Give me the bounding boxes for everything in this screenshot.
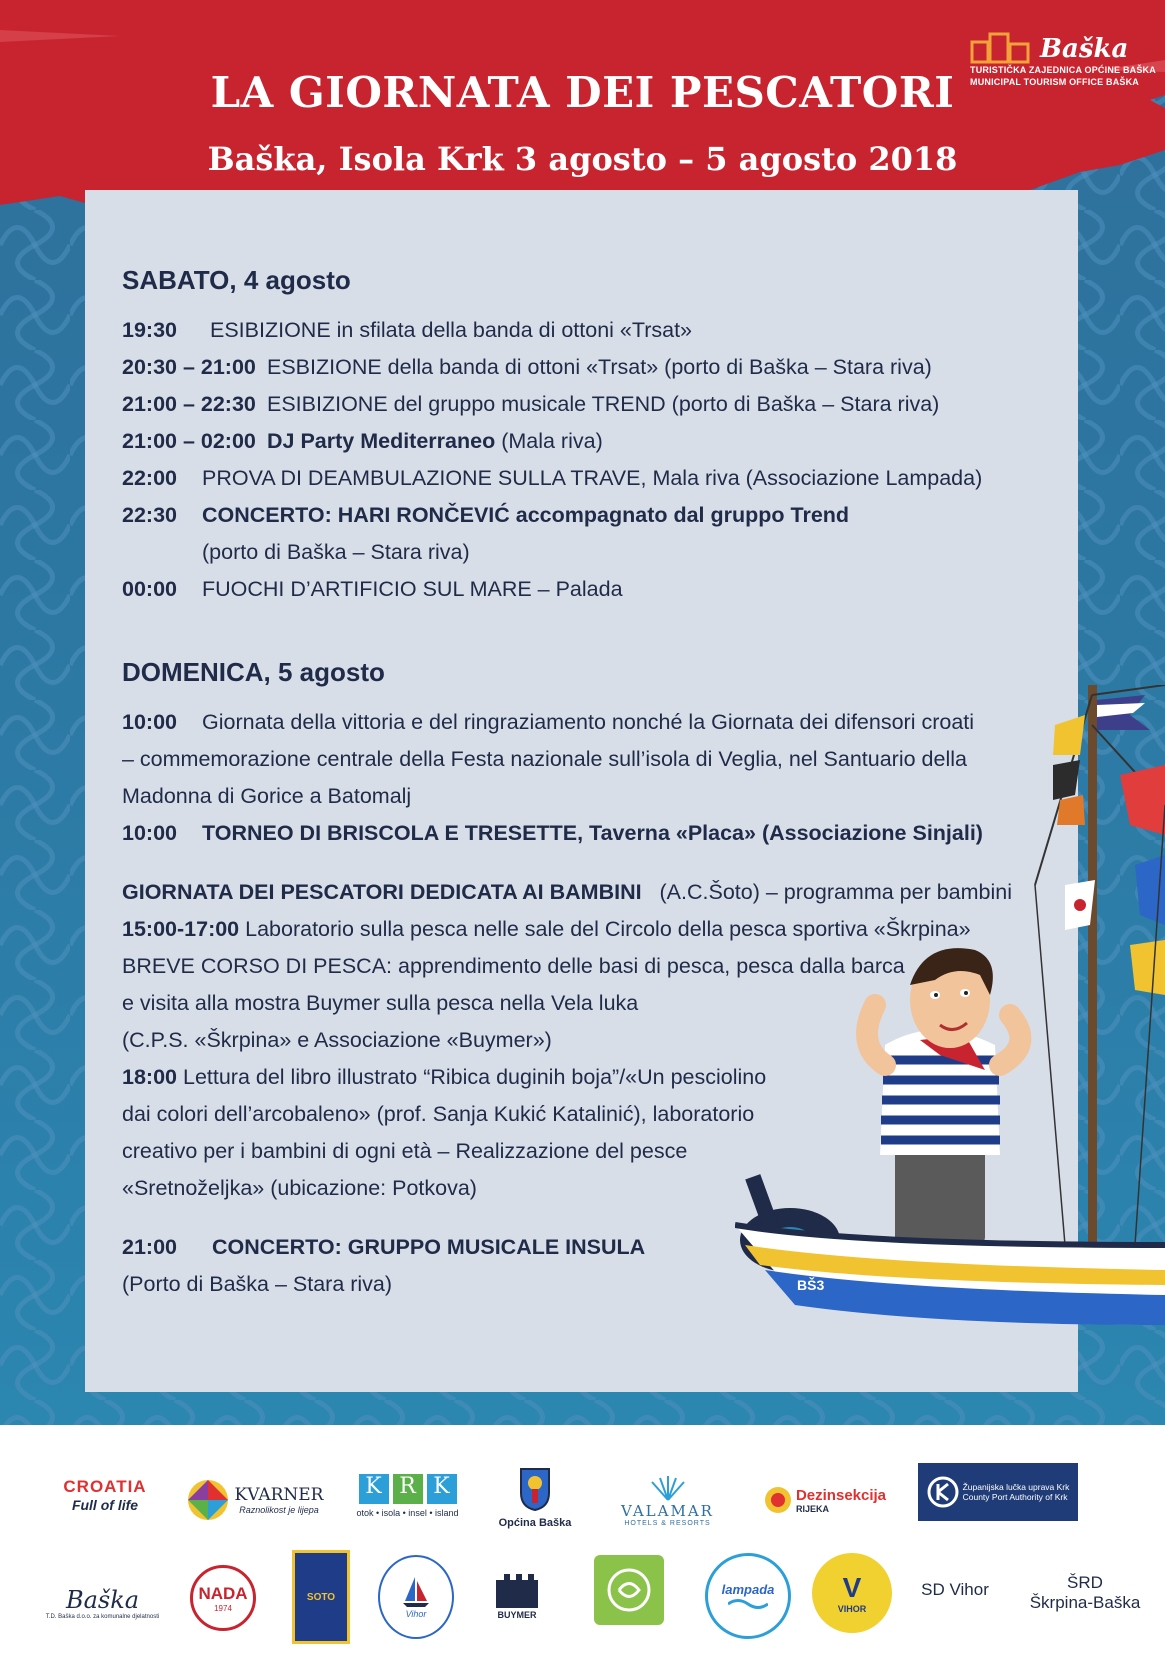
- event-title: TORNEO DI BRISCOLA E TRESETTE, Taverna «Placa» (Associazione Sinjali): [202, 821, 983, 845]
- fisherman-boat-illustration: [735, 685, 1165, 1425]
- vihor-ball-logo: V VIHOR: [812, 1553, 892, 1633]
- srd-skrpina-text: [1020, 1565, 1150, 1621]
- kvarner-mosaic-icon: [187, 1479, 229, 1521]
- soto-name: SOTO: [306, 1591, 336, 1603]
- td-baska-name: Baška: [65, 1585, 140, 1614]
- event-row: [122, 1235, 645, 1260]
- event-text-continued: (porto di Baška – Stara riva): [202, 540, 470, 564]
- event-title: CONCERTO: GRUPPO MUSICALE INSULA: [212, 1235, 646, 1259]
- tourism-office-logo: [970, 30, 1155, 88]
- event-text-continued: BREVE CORSO DI PESCA: apprendimento delle basi di pesca, pesca dalla barca: [122, 954, 905, 978]
- event-time: 19:30: [122, 318, 177, 342]
- event-row: [122, 355, 932, 380]
- saturday-heading: SABATO, 4 agosto: [122, 265, 351, 295]
- event-text-continued: «Sretnoželjka» (ubicazione: Potkova): [122, 1176, 477, 1200]
- sailboat-icon: [401, 1575, 431, 1609]
- page-title: LA GIORNATA DEI PESCATORI: [210, 68, 955, 117]
- office-line-hr: TURISTIČKA ZAJEDNICA OPĆINE BAŠKA: [970, 65, 1156, 75]
- event-time: 18:00: [122, 1065, 177, 1089]
- flag-icon: [1120, 765, 1165, 835]
- td-baska-tagline: T.D. Baška d.o.o. za komunalne djelatnosti: [45, 1613, 160, 1620]
- event-time: 21:00 – 22:30: [122, 392, 256, 416]
- dezinsekcija-city: RIJEKA: [795, 1503, 829, 1514]
- opcina-baska-logo: [490, 1455, 580, 1540]
- port-authority-logo: [918, 1463, 1078, 1521]
- croatia-logo: [55, 1465, 155, 1525]
- krk-tagline: otok • isola • insel • island: [356, 1508, 459, 1518]
- krk-logo: K R K otok • isola • insel • island: [356, 1474, 459, 1518]
- croatia-logo-tagline: Full of life: [71, 1497, 139, 1513]
- srd-line1: ŠRD: [1067, 1573, 1103, 1592]
- kids-subtitle: (A.C.Šoto) – programma per bambini: [659, 880, 1013, 904]
- td-baska-logo: [40, 1575, 165, 1630]
- event-text-continued: (Porto di Baška – Stara riva): [122, 1272, 393, 1296]
- event-time: 15:00-17:00: [122, 917, 240, 941]
- valamar-shell-icon: [648, 1474, 688, 1502]
- baska-houses-icon: [970, 30, 1034, 64]
- valamar-logo: [610, 1465, 725, 1535]
- event-row: [122, 1065, 766, 1090]
- nada-year: 1974: [214, 1603, 232, 1613]
- page-subtitle: Baška, Isola Krk 3 agosto – 5 agosto 2018: [207, 140, 958, 178]
- event-text: PROVA DI DEAMBULAZIONE SULLA TRAVE, Mala riva (Associazione Lampada): [202, 466, 983, 490]
- event-text: ESIBIZIONE in sfilata della banda di ottoni «Trsat»: [210, 318, 693, 342]
- kvarner-logo: [185, 1475, 325, 1525]
- nada-name: NADA: [198, 1583, 248, 1603]
- coat-of-arms-icon: [519, 1467, 551, 1511]
- event-time: 21:00: [122, 1235, 177, 1259]
- event-time: 22:30: [122, 503, 177, 527]
- event-title: DJ Party Mediterraneo: [267, 429, 496, 453]
- event-time: 22:00: [122, 466, 177, 490]
- sunday-heading: DOMENICA, 5 agosto: [122, 657, 385, 687]
- office-brand: Baška: [1040, 34, 1129, 64]
- sinjali-emblem-icon: [606, 1567, 652, 1613]
- event-text: Lettura del libro illustrato “Ribica duginih boja”/«Un pesciolino: [182, 1065, 767, 1089]
- event-row: [122, 577, 623, 602]
- event-text: Giornata della vittoria e del ringraziamento nonché la Giornata dei difensori croati: [202, 710, 975, 734]
- srd-line2: Škrpina-Baška: [1029, 1593, 1141, 1612]
- dezinsekcija-name: Dezinsekcija: [795, 1486, 887, 1504]
- fortress-icon: [494, 1570, 540, 1610]
- event-text: ESIBIZIONE del gruppo musicale TREND (porto di Baška – Stara riva): [267, 392, 940, 416]
- kvarner-name: KVARNER: [234, 1485, 324, 1505]
- event-row: [122, 429, 603, 454]
- event-time: 21:00 – 02:00: [122, 429, 256, 453]
- event-row: [122, 318, 692, 343]
- lampada-name: lampada: [721, 1581, 775, 1597]
- buymer-logo: [488, 1555, 546, 1635]
- soto-logo: [292, 1550, 350, 1644]
- event-text: ESBIZIONE della banda di ottoni «Trsat» (porto di Baška – Stara riva): [267, 355, 932, 379]
- event-time: 10:00: [122, 821, 177, 845]
- boat-hull: [735, 1225, 1165, 1325]
- kids-title: GIORNATA DEI PESCATORI DEDICATA AI BAMBINI: [122, 880, 642, 904]
- flag-icon: [1053, 760, 1080, 800]
- event-text-continued: creativo per i bambini di ogni età – Realizzazione del pesce: [122, 1139, 688, 1163]
- event-text-continued: e visita alla mostra Buymer sulla pesca nella Vela luka: [122, 991, 639, 1015]
- sd-vihor-text: SD Vihor: [921, 1580, 989, 1599]
- nada-logo: [190, 1565, 256, 1631]
- event-text: (Mala riva): [495, 429, 603, 453]
- kvarner-tagline: Raznolikost je lijepa: [239, 1505, 319, 1515]
- event-title: CONCERTO: HARI RONČEVIĆ accompagnato dal gruppo Trend: [202, 503, 850, 527]
- event-row: [122, 466, 982, 491]
- event-time: 00:00: [122, 577, 177, 601]
- vihor-sail-name: Vihor: [405, 1609, 427, 1619]
- wave-icon: [728, 1597, 768, 1611]
- lampada-logo: [705, 1553, 791, 1639]
- event-time: 10:00: [122, 710, 177, 734]
- event-row: [122, 392, 939, 417]
- port-authority-icon: [927, 1476, 959, 1508]
- event-row: [122, 503, 849, 528]
- sponsors-strip: [0, 1425, 1165, 1654]
- port-line-hr: Županijska lučka uprava Krk: [962, 1482, 1070, 1492]
- vihor-sail-logo: [378, 1555, 454, 1639]
- event-text-continued: – commemorazione centrale della Festa nazionale sull’isola di Veglia, nel Santuario della: [122, 747, 967, 771]
- mast: [1088, 685, 1097, 1245]
- valamar-tagline: HOTELS & RESORTS: [624, 1519, 711, 1527]
- event-text: Laboratorio sulla pesca nelle sale del Circolo della pesca sportiva «Škrpina»: [245, 917, 971, 941]
- valamar-name: VALAMAR: [621, 1501, 714, 1520]
- event-time: 20:30 – 21:00: [122, 355, 256, 379]
- vihor-ball-name: VIHOR: [837, 1604, 867, 1614]
- event-text-continued: (C.P.S. «Škrpina» e Associazione «Buymer»): [122, 1028, 552, 1052]
- event-text-continued: dai colori dell’arcobaleno» (prof. Sanja Kukić Katalinić), laboratorio: [122, 1102, 755, 1126]
- event-text-continued: Madonna di Gorice a Batomalj: [122, 784, 412, 808]
- office-line-en: MUNICIPAL TOURISM OFFICE BAŠKA: [970, 77, 1140, 87]
- flag-icon: [1130, 940, 1165, 995]
- buymer-name: BUYMER: [497, 1610, 537, 1620]
- sinjali-logo: [594, 1555, 664, 1625]
- event-text: FUOCHI D’ARTIFICIO SUL MARE – Palada: [202, 577, 623, 601]
- croatia-logo-word: CROATIA: [63, 1477, 147, 1496]
- dezinsekcija-icon: [764, 1486, 792, 1514]
- boat-label: BŠ3: [797, 1277, 825, 1293]
- opcina-name: Općina Baška: [498, 1516, 572, 1529]
- fisherman-figure: [867, 948, 1020, 1245]
- port-line-en: County Port Authority of Krk: [962, 1492, 1068, 1502]
- dezinsekcija-logo: [745, 1480, 905, 1520]
- flag-icon: [1053, 715, 1085, 755]
